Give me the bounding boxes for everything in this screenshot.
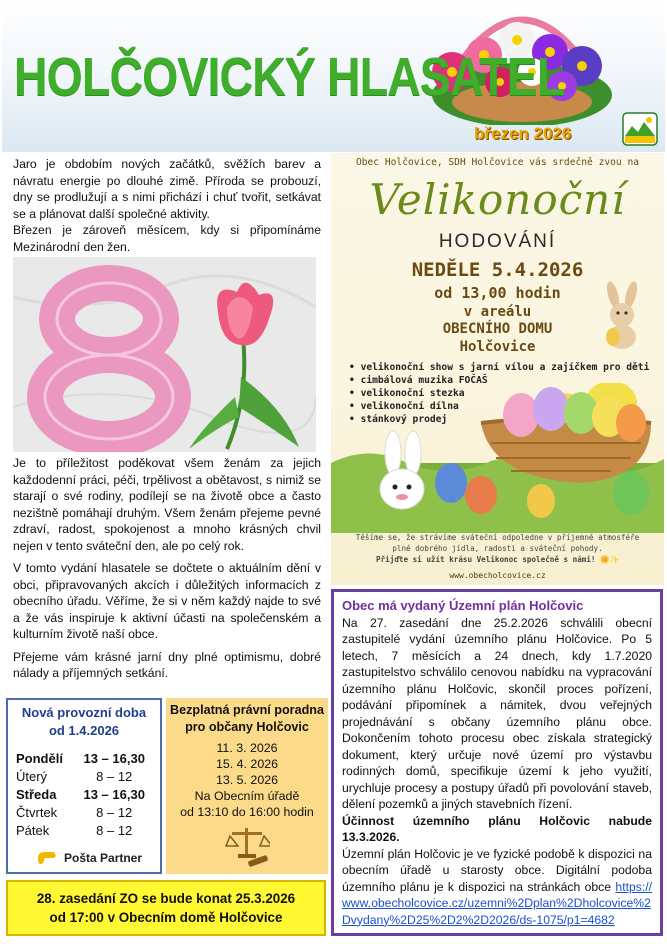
post-office-hours-box	[6, 698, 162, 874]
meeting-line: od 17:00 v Obecním domě Holčovice	[49, 910, 283, 925]
legal-place: Na Obecním úřadě	[194, 789, 300, 803]
legal-advice-box	[166, 698, 328, 874]
post-partner-logo: Pošta Partner	[36, 850, 142, 866]
masthead-banner	[2, 0, 665, 152]
poster-place: OBECNÍHO DOMU	[442, 321, 553, 337]
legal-date: 13. 5. 2026	[215, 773, 278, 787]
intro-text	[13, 156, 321, 255]
legal-heading: Bezplatná právní poradna pro občany Holčovic	[170, 703, 324, 734]
intro-paragraph: Jaro je obdobím nových začátků, svěžích barev a návratu energie po dlouhé zimě. Příroda se probouzí, dny se prodlužují a s nimi přichází i chuť tvořit, setkávat se a plánovat další společné aktivity.	[13, 157, 321, 221]
poster-subtitle: HODOVÁNÍ	[438, 231, 557, 252]
poster-place: Holčovice	[459, 339, 536, 355]
post-office-heading: Nová provozní doba od 1.4.2026	[21, 705, 147, 738]
easter-eggs-basket-illustration	[331, 383, 664, 533]
womens-day-paragraph: V tomto vydání hlasatele se dočtete o aktuálním dění v obci, připravovaných akcích i důležitých informacích z obecního úřadu. Věříme, že si v něm každý najde to své a že vás inspiruje k aktivní účasti na společenském a kulturním životě naší obce.	[13, 561, 321, 641]
womens-day-paragraph: Přejeme vám krásné jarní dny plné optimismu, dobré nálady a příjemných setkání.	[13, 649, 321, 680]
zoning-plan-link[interactable]: https://www.obecholcovice.cz/uzemni%2Dplan%2Dholcovice%2Dvydany%2D25%2D2%2D2026/ds-1075/p1=4682	[342, 879, 653, 927]
council-meeting-notice	[6, 880, 326, 936]
legal-time: od 13:10 do 16:00 hodin	[180, 805, 314, 819]
zoning-plan-box	[331, 589, 663, 936]
poster-title: Velikonoční	[369, 175, 626, 224]
hours-row: Pondělí 13 – 16,30	[16, 751, 145, 766]
poster-footer-text: plné dobrého jídla, radosti a sváteční pohody.	[392, 544, 603, 553]
legal-date: 15. 4. 2026	[215, 757, 278, 771]
village-logo	[622, 112, 658, 146]
issue-date: březen 2026	[474, 124, 572, 143]
womens-day-photo	[13, 257, 316, 452]
easter-event-poster	[331, 153, 664, 585]
post-horn-icon	[36, 850, 58, 866]
poster-time: od 13,00 hodin	[434, 284, 561, 302]
bunny-illustration	[593, 281, 653, 353]
poster-footer-text: Těšíme se, že strávíme sváteční odpoledne v příjemné atmosféře	[355, 533, 640, 542]
zoning-plan-effective-date: Účinnost územního plánu Holčovic nabude 13.3.2026.	[342, 813, 652, 844]
meeting-line: 28. zasedání ZO se bude konat 25.3.2026	[36, 891, 296, 906]
program-item: • stánkový prodej	[349, 414, 448, 425]
poster-invite: Obec Holčovice, SDH Holčovice vás srdečně zvou na	[355, 157, 640, 168]
poster-footer-text: Přijďte si užít krásu Velikonoc společně s námi! 🌼✨	[376, 555, 619, 564]
program-item: • cimbálová muzika FOČAŠ	[349, 375, 488, 386]
poster-place: v areálu	[463, 304, 532, 320]
hours-row: Úterý 8 – 12	[16, 769, 133, 784]
scales-gavel-icon	[224, 822, 270, 868]
hours-row: Čtvrtek 8 – 12	[16, 805, 133, 820]
poster-web: www.obecholcovice.cz	[449, 571, 546, 580]
zoning-plan-paragraph: Územní plán Holčovic je ve fyzické podobě k dispozici na obecním úřadě u starosty obce. Digitální podoba územního plánu je k dispozici na stránkách obce https://www.obecholcovice.cz/uzemni%2Dplan%2Dholcovice%2Dvydany%2D25%2D2%2D2026/ds-1075/p1=4682	[342, 846, 653, 927]
opening-hours-table	[16, 750, 152, 840]
womens-day-paragraph: Je to příležitost poděkovat všem ženám za jejich každodenní práci, péči, trpělivost a obětavost, s nimiž se starají o své rodiny, podílejí se na životě obce a často nezištně pomáhají druhým. Všem ženám přejeme pevné zdraví, radost, spokojenost a mnoho krásných chvil nejen v tento sváteční den, ale po celý rok.	[13, 456, 321, 553]
newsletter-title: HOLČOVICKÝ HLASATEL	[14, 47, 565, 107]
program-item: • velikonoční dílna	[349, 401, 459, 412]
zoning-plan-paragraph: Na 27. zasedání dne 25.2.2026 schválili obecní zastupitelé vydání územního plánu Holčovice. Po 5 letech, 7 měsících a 24 dnech, kdy 1.7.2020 zastupitelstvo schválilo cenovou nabídku na vypracování územního plánu Holčovic, skončil proces pořízení, podávání připomínek a námitek, dvou veřejných projednávání s občany územního plánu obce. Dokončením tohoto procesu obec získala strategický dokument, který určuje nové území pro výstavbu rodinných domů, specifikuje území k jeho využití, urychluje procesy a postupy úřadů při povolování staveb, dělení pozemků a jiných stavebních řízení.	[342, 615, 652, 811]
hours-row: Středa 13 – 16,30	[16, 787, 145, 802]
legal-date: 11. 3. 2026	[216, 741, 278, 755]
poster-date: NEDĚLE 5.4.2026	[411, 259, 584, 281]
intro-paragraph: Březen je zároveň měsícem, kdy si připomínáme Mezinárodní den žen.	[13, 223, 321, 254]
program-item: • velikonoční stezka	[349, 388, 465, 399]
hours-row: Pátek 8 – 12	[16, 823, 133, 838]
womens-day-text	[13, 455, 321, 682]
zoning-plan-heading: Obec má vydaný Územní plán Holčovic	[342, 598, 584, 613]
program-item: • velikonoční show s jarní vílou a zajíčkem pro děti	[349, 362, 650, 373]
